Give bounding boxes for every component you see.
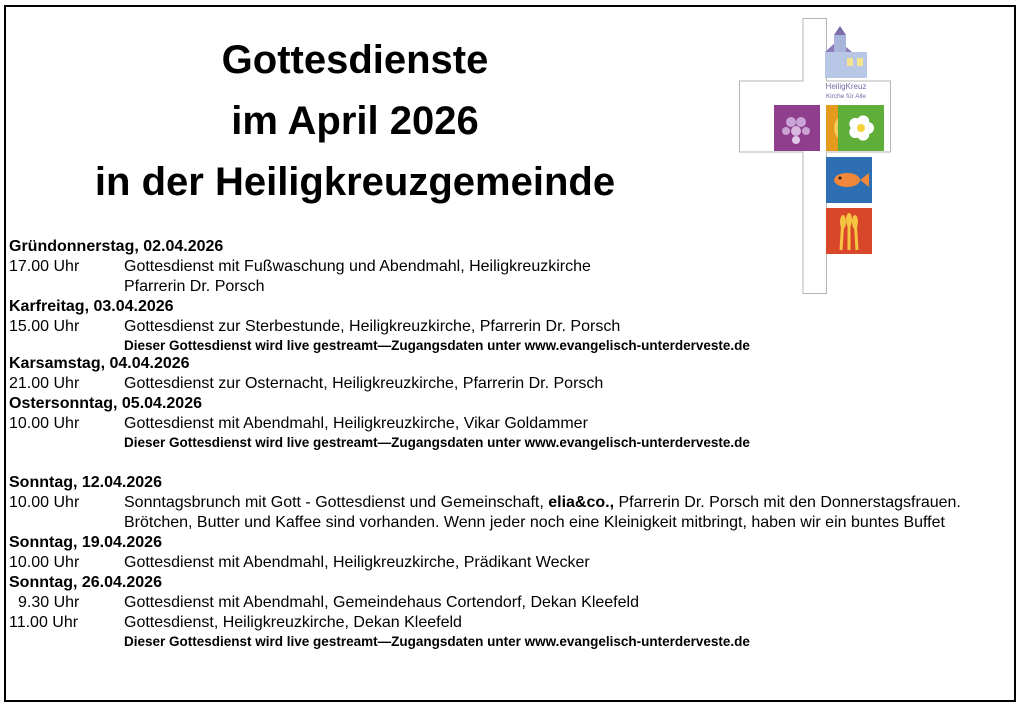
event-row xyxy=(9,414,1009,434)
day-heading: Sonntag, 26.04.2026 xyxy=(9,574,162,591)
event-row xyxy=(9,553,1009,573)
event-time: 10.00 Uhr xyxy=(9,494,80,511)
title-line-1: Gottesdienste xyxy=(221,38,489,82)
livestream-note: Dieser Gottesdienst wird live gestreamt—Zugangsdaten unter www.evangelisch-unterderveste.de xyxy=(124,338,750,353)
livestream-note: Dieser Gottesdienst wird live gestreamt—Zugangsdaten unter www.evangelisch-unterderveste.de xyxy=(124,634,750,649)
day-heading: Sonntag, 12.04.2026 xyxy=(9,474,162,491)
logo-tagline: Kirche für Alle xyxy=(825,93,867,100)
event-day xyxy=(9,573,1009,650)
event-description: Gottesdienst mit Abendmahl, Heiligkreuzkirche, Prädikant Wecker xyxy=(124,554,590,571)
event-description: Sonntagsbrunch mit Gott - Gottesdienst und Gemeinschaft, elia&co., Pfarrerin Dr. Porsch mit den Donnerstagsfrauen. Brötchen, Butter und Kaffee sind vorhanden. Wenn jeder noch eine Kleinigkeit mitbringt, haben wir ein buntes Buffet xyxy=(124,494,961,531)
church-icon xyxy=(825,26,867,78)
flower-icon xyxy=(838,105,884,151)
elia-co-name: elia&co., xyxy=(548,494,615,511)
day-heading: Karfreitag, 03.04.2026 xyxy=(9,298,174,315)
event-row xyxy=(9,493,1009,533)
event-description: Gottesdienst zur Sterbestunde, Heiligkreuzkirche, Pfarrerin Dr. Porsch xyxy=(124,318,621,335)
day-heading: Karsamstag, 04.04.2026 xyxy=(9,355,190,372)
event-row xyxy=(9,374,1009,394)
event-day xyxy=(9,473,1009,533)
title-line-2: im April 2026 xyxy=(231,99,479,143)
event-time: 15.00 Uhr xyxy=(9,318,80,335)
event-time: 10.00 Uhr xyxy=(9,415,80,432)
event-time: 17.00 Uhr xyxy=(9,258,80,275)
event-day xyxy=(9,237,1009,297)
event-day xyxy=(9,533,1009,573)
event-description: Gottesdienst zur Osternacht, Heiligkreuzkirche, Pfarrerin Dr. Porsch xyxy=(124,375,604,392)
event-description: Pfarrerin Dr. Porsch xyxy=(124,278,265,295)
event-time: 11.00 Uhr xyxy=(9,614,79,631)
event-description: Gottesdienst mit Abendmahl, Gemeindehaus Cortendorf, Dekan Kleefeld xyxy=(124,594,639,611)
event-row xyxy=(9,257,1009,297)
day-heading: Sonntag, 19.04.2026 xyxy=(9,534,162,551)
event-description: Gottesdienst mit Abendmahl, Heiligkreuzkirche, Vikar Goldammer xyxy=(124,415,588,432)
event-row xyxy=(9,317,1009,337)
logo-name: HeiligKreuz xyxy=(825,82,867,91)
fish-icon xyxy=(826,157,872,203)
event-time: 10.00 Uhr xyxy=(9,554,80,571)
event-day xyxy=(9,297,1009,354)
event-day xyxy=(9,394,1009,451)
day-heading: Ostersonntag, 05.04.2026 xyxy=(9,395,202,412)
livestream-note: Dieser Gottesdienst wird live gestreamt—Zugangsdaten unter www.evangelisch-unterderveste.de xyxy=(124,435,750,450)
event-list xyxy=(9,237,1009,650)
event-row xyxy=(9,613,1009,633)
page-title xyxy=(40,30,670,213)
event-day xyxy=(9,354,1009,394)
day-heading: Gründonnerstag, 02.04.2026 xyxy=(9,238,224,255)
title-line-3: in der Heiligkreuzgemeinde xyxy=(94,160,616,204)
grapes-icon xyxy=(774,105,820,151)
event-description: Gottesdienst mit Fußwaschung und Abendmahl, Heiligkreuzkirche xyxy=(124,258,591,275)
event-row xyxy=(9,593,1009,613)
event-description: Gottesdienst, Heiligkreuzkirche, Dekan Kleefeld xyxy=(124,614,462,631)
event-time: 21.00 Uhr xyxy=(9,375,80,392)
event-time: 9.30 Uhr xyxy=(18,594,80,611)
